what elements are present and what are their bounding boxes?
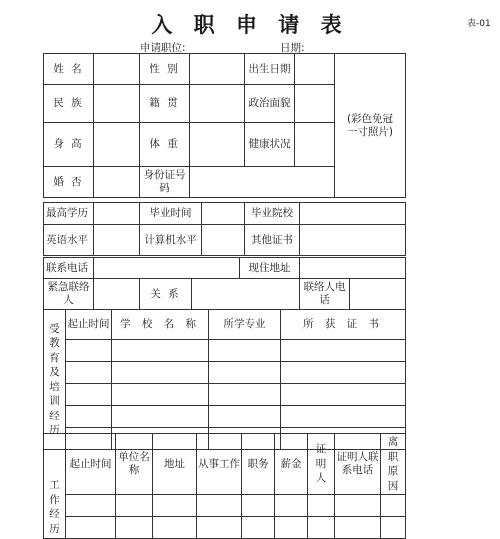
work-address-header: 地址: [153, 434, 197, 495]
table-cell[interactable]: [281, 384, 406, 406]
health-label: 健康状况: [245, 123, 295, 167]
id-number-label: 身份证号码: [140, 167, 190, 198]
english-level-field[interactable]: [94, 225, 140, 256]
table-cell[interactable]: [66, 495, 116, 517]
work-reference-header: [308, 434, 335, 495]
work-leave-reason-header: [381, 434, 406, 495]
weight-field[interactable]: [190, 123, 245, 167]
table-cell[interactable]: [281, 362, 406, 384]
table-cell[interactable]: [275, 517, 308, 539]
table-cell[interactable]: [308, 517, 335, 539]
photo-label: (彩色免冠一寸照片): [346, 112, 394, 138]
emergency-contact-field[interactable]: [94, 279, 140, 310]
id-number-field[interactable]: [190, 167, 335, 198]
phone-label: 联系电话: [44, 258, 94, 279]
gender-field[interactable]: [190, 54, 245, 85]
table-cell[interactable]: [153, 495, 197, 517]
table-cell[interactable]: [112, 340, 209, 362]
table-row: [44, 340, 406, 362]
table-cell[interactable]: [116, 495, 153, 517]
work-reference-text: 证明人: [315, 443, 327, 485]
photo-box[interactable]: [335, 54, 406, 198]
work-period-header: 起止时间: [66, 434, 116, 495]
table-cell[interactable]: [209, 362, 281, 384]
height-field[interactable]: [94, 123, 140, 167]
graduation-school-label: 毕业院校: [245, 203, 300, 225]
personal-info-table: [43, 53, 406, 198]
education-field[interactable]: [94, 203, 140, 225]
table-cell[interactable]: [209, 406, 281, 428]
english-level-label: 英语水平: [44, 225, 94, 256]
table-cell[interactable]: [112, 406, 209, 428]
relation-field[interactable]: [192, 279, 300, 310]
table-cell[interactable]: [209, 384, 281, 406]
work-salary-header: 薪金: [275, 434, 308, 495]
table-cell[interactable]: [197, 495, 242, 517]
table-cell[interactable]: [66, 384, 112, 406]
contact-phone-field[interactable]: [350, 279, 406, 310]
education-label: 最高学历: [44, 203, 94, 225]
edu-certificate-header: 所 获 证 书: [281, 310, 406, 340]
table-cell[interactable]: [281, 340, 406, 362]
graduation-school-field[interactable]: [300, 203, 406, 225]
table-cell[interactable]: [242, 517, 275, 539]
education-history-label: [44, 310, 66, 450]
graduation-time-field[interactable]: [202, 203, 245, 225]
height-label: 身 高: [44, 123, 94, 167]
work-history-text: 工作经历: [49, 479, 60, 535]
table-cell[interactable]: [308, 495, 335, 517]
computer-level-label: 计算机水平: [140, 225, 202, 256]
contact-info-table: [43, 257, 406, 310]
table-cell[interactable]: [153, 517, 197, 539]
work-leave-reason-text: 离职原因: [387, 436, 399, 492]
table-cell[interactable]: [66, 362, 112, 384]
education-info-table: [43, 202, 406, 256]
table-cell[interactable]: [281, 406, 406, 428]
table-row: [44, 362, 406, 384]
health-field[interactable]: [295, 123, 335, 167]
other-certs-label: 其他证书: [245, 225, 300, 256]
work-history-table: [43, 433, 406, 539]
work-reference-phone-header: 证明人联系电话: [335, 434, 381, 495]
table-row: [44, 384, 406, 406]
table-cell[interactable]: [112, 384, 209, 406]
weight-label: 体 重: [140, 123, 190, 167]
address-label: 现住地址: [240, 258, 300, 279]
native-place-label: 籍 贯: [140, 85, 190, 123]
graduation-time-label: 毕业时间: [140, 203, 202, 225]
birth-date-label: 出生日期: [245, 54, 295, 85]
education-history-text: 受教育及培训经历: [49, 322, 60, 436]
work-history-label: [44, 434, 66, 539]
table-cell[interactable]: [116, 517, 153, 539]
table-cell[interactable]: [242, 495, 275, 517]
table-row: [44, 517, 406, 539]
form-code: 表-01: [467, 19, 491, 29]
political-status-field[interactable]: [295, 85, 335, 123]
gender-label: 性 别: [140, 54, 190, 85]
relation-label: 关 系: [140, 279, 192, 310]
position-label: 申请职位:: [140, 42, 186, 54]
table-cell[interactable]: [197, 517, 242, 539]
ethnicity-field[interactable]: [94, 85, 140, 123]
marital-label: 婚 否: [44, 167, 94, 198]
table-cell[interactable]: [209, 340, 281, 362]
birth-date-field[interactable]: [295, 54, 335, 85]
table-cell[interactable]: [335, 517, 381, 539]
table-cell[interactable]: [66, 340, 112, 362]
emergency-contact-label: 紧急联络人: [44, 279, 94, 310]
table-cell[interactable]: [66, 517, 116, 539]
education-history-table: [43, 309, 406, 450]
table-row: [44, 406, 406, 428]
contact-phone-label: 联络人电话: [300, 279, 350, 310]
table-cell[interactable]: [66, 406, 112, 428]
name-label: 姓 名: [44, 54, 94, 85]
edu-major-header: 所学专业: [209, 310, 281, 340]
political-status-label: 政治面貌: [245, 85, 295, 123]
edu-period-header: 起止时间: [66, 310, 112, 340]
table-cell[interactable]: [335, 495, 381, 517]
other-certs-field[interactable]: [300, 225, 406, 256]
date-label: 日期:: [280, 42, 305, 54]
edu-school-header: 学 校 名 称: [112, 310, 209, 340]
table-cell[interactable]: [275, 495, 308, 517]
computer-level-field[interactable]: [202, 225, 245, 256]
marital-field[interactable]: [94, 167, 140, 198]
native-place-field[interactable]: [190, 85, 245, 123]
phone-field[interactable]: [94, 258, 240, 279]
table-cell[interactable]: [381, 495, 406, 517]
table-cell[interactable]: [112, 362, 209, 384]
work-title-header: 职务: [242, 434, 275, 495]
work-company-header: 单位名称: [116, 434, 153, 495]
address-field[interactable]: [300, 258, 406, 279]
work-job-header: 从事工作: [197, 434, 242, 495]
form-title: 入 职 申 请 表: [151, 13, 349, 37]
name-field[interactable]: [94, 54, 140, 85]
table-cell[interactable]: [381, 517, 406, 539]
table-row: [44, 495, 406, 517]
ethnicity-label: 民 族: [44, 85, 94, 123]
